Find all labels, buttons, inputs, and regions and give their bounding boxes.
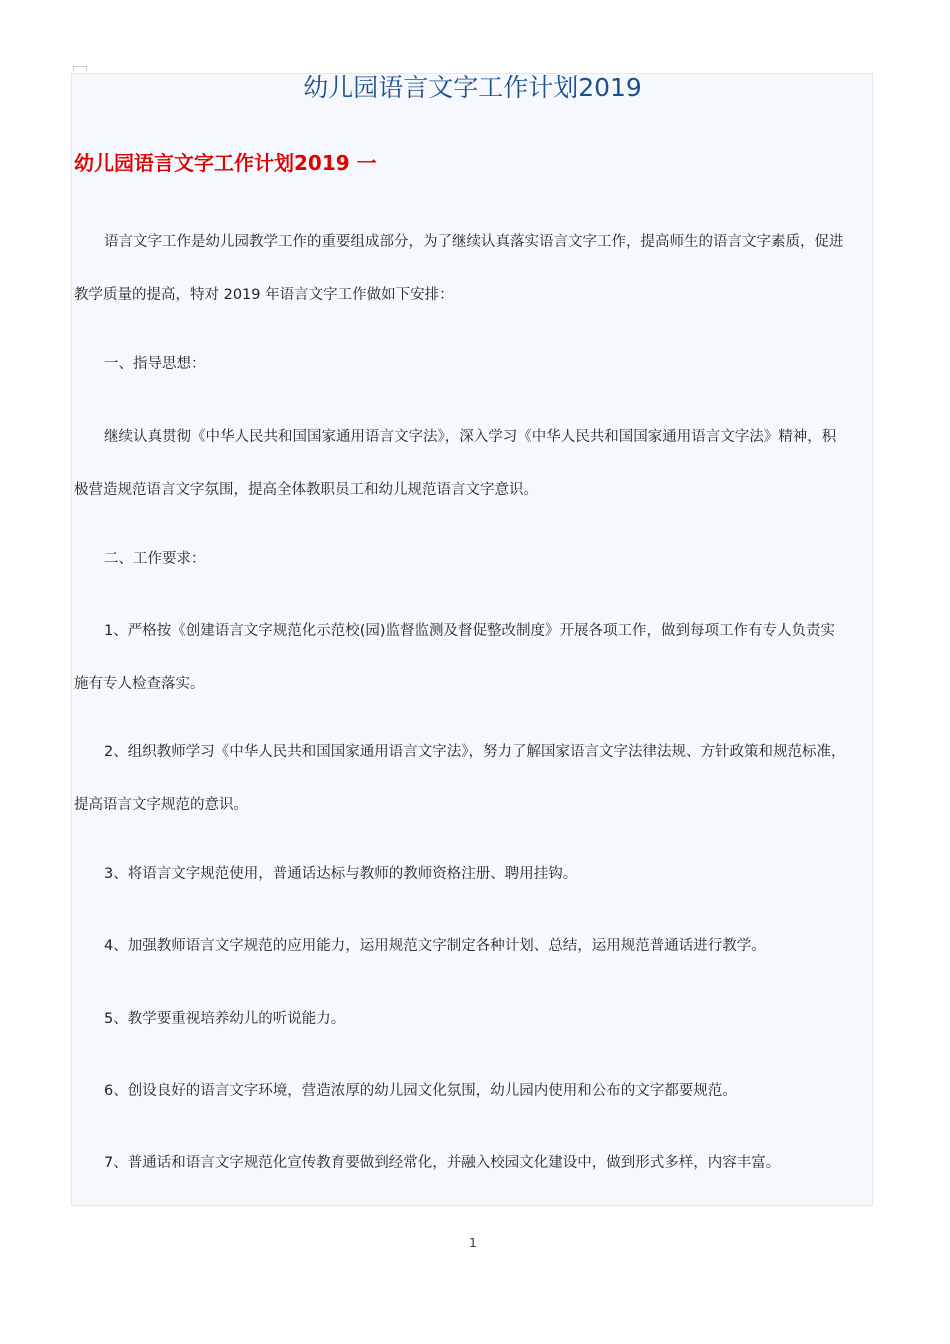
- guiding-heading-text: 一、指导思想：: [104, 356, 206, 372]
- item-2-line-2: 提高语言文字规范的意识。: [74, 797, 248, 813]
- item-7-text: 7、普通话和语言文字规范化宣传教育要做到经常化，并融入校园文化建设中，做到形式多样，内容丰富。: [104, 1155, 781, 1171]
- item-4-text: 4、加强教师语言文字规范的应用能力，运用规范文字制定各种计划、总结，运用规范普通话进行教学。: [104, 938, 766, 954]
- item-6-text: 6、创设良好的语言文字环境，营造浓厚的幼儿园文化氛围，幼儿园内使用和公布的文字都要规范。: [104, 1083, 737, 1099]
- requirement-item-4: [74, 934, 880, 987]
- item-3-text: 3、将语言文字规范使用，普通话达标与教师的教师资格注册、聘用挂钩。: [104, 866, 578, 882]
- item-2-line-1: 2、组织教师学习《中华人民共和国国家通用语言文字法》，努力了解国家语言文字法律法规、方针政策和规范标准，: [104, 744, 846, 760]
- requirement-item-1: [74, 619, 880, 725]
- section-heading: 幼儿园语言文字工作计划2019 一: [74, 151, 377, 175]
- guiding-paragraph: [74, 425, 880, 531]
- page-number: 1: [469, 1236, 477, 1250]
- item-1-line-1: 1、严格按《创建语言文字规范化示范校(园)监督监测及督促整改制度》开展各项工作，做到每项工作有专人负责实: [104, 623, 836, 639]
- requirement-item-2: [74, 740, 880, 846]
- item-5-text: 5、教学要重视培养幼儿的听说能力。: [104, 1011, 346, 1027]
- intro-paragraph: [74, 230, 880, 336]
- item-1-line-2: 施有专人检查落实。: [74, 676, 205, 692]
- requirement-item-7: [74, 1151, 880, 1204]
- requirement-item-5: [74, 1007, 880, 1060]
- requirements-heading-text: 二、工作要求：: [104, 551, 206, 567]
- guiding-line-2: 极营造规范语言文字氛围，提高全体教职员工和幼儿规范语言文字意识。: [74, 482, 538, 498]
- requirement-item-3: [74, 862, 880, 915]
- requirements-heading: [74, 547, 880, 600]
- guiding-line-1: 继续认真贯彻《中华人民共和国国家通用语言文字法》，深入学习《中华人民共和国国家通用语言文字法》精神，积: [104, 429, 837, 445]
- guiding-heading: [74, 352, 880, 405]
- document-title: 幼儿园语言文字工作计划2019: [303, 73, 642, 102]
- requirement-item-6: [74, 1079, 880, 1132]
- intro-line-2: 教学质量的提高，特对 2019 年语言文字工作做如下安排：: [74, 287, 454, 303]
- intro-line-1: 语言文字工作是幼儿园教学工作的重要组成部分，为了继续认真落实语言文字工作，提高师生的语言文字素质，促进: [104, 234, 844, 250]
